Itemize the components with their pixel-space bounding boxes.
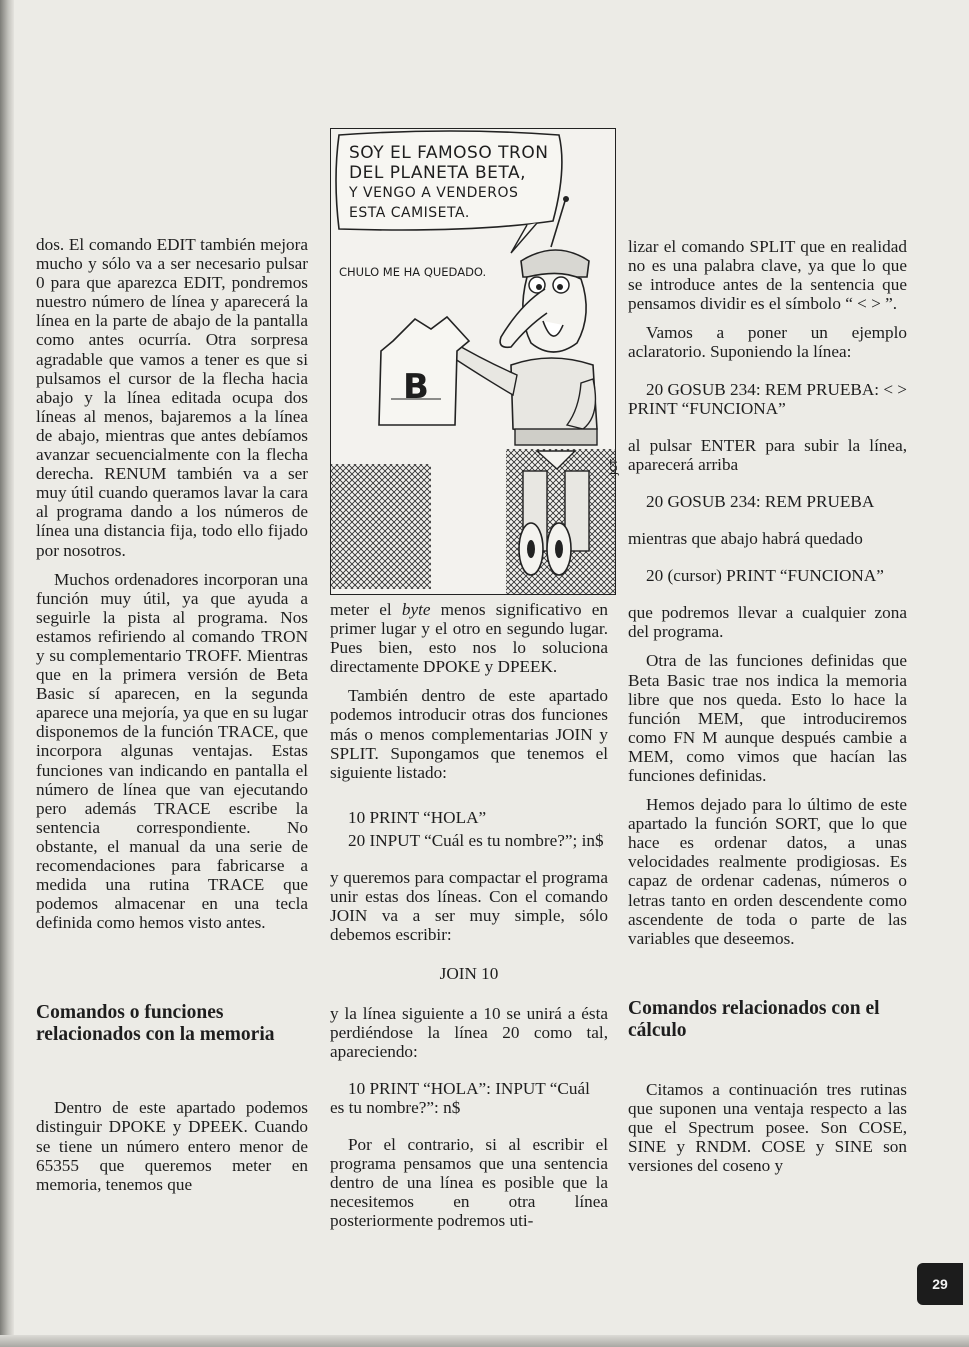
code-line: 20 GOSUB 234: REM PRUEBA	[646, 491, 875, 511]
paragraph: Hemos dejado para lo último de este apartado la función SORT, que lo que hace es ordenar datos, a unas velocidades realmente prodigiosas. Es capaz de ordenar cadenas, números o letras tanto en orden descendente como ascendente de toda o parte de las variables que deseemos.	[628, 795, 907, 948]
paragraph	[330, 600, 608, 676]
text-column-left	[36, 235, 308, 1204]
speech-line: Y VENGO A VENDEROS	[349, 185, 519, 201]
paragraph: al pulsar ENTER para subir la línea, aparecerá arriba	[628, 435, 907, 474]
paragraph: Vamos a poner un ejemplo aclaratorio. Suponiendo la línea:	[628, 323, 907, 362]
cartoon-illustration	[330, 128, 620, 595]
paragraph: Dentro de este apartado podemos distinguir DPOKE y DPEEK. Cuando se tiene un número entero menor de 65355 que queremos meter en memoria, tenemos que	[36, 1098, 308, 1194]
page-bottom-shadow	[0, 1335, 969, 1347]
shirt-letter: B	[403, 367, 429, 407]
text-span: meter el	[330, 600, 402, 619]
text-column-middle	[330, 600, 608, 1240]
speech-line: DEL PLANETA BETA,	[349, 163, 527, 183]
paragraph: dos. El comando EDIT también mejora mucho y sólo va a ser necesario pulsar 0 para que aparezca EDIT, pondremos nuestro número de línea y aparecerá la línea en la parte de abajo de la pantalla como antes ocurría. Otra sorpresa agradable que vamos a tener es que si pulsamos el cursor de la flecha hacia abajo y la línea editada ocupa dos líneas al menos, bajaremos a la línea de abajo, mientras que antes debíamos avanzar secuencialmente con la flecha derecha. RENUM también va a ser muy útil cuando queramos lavar la cara al programa dando a los números de línea una distancia fija, todo ello fijado por nosotros.	[36, 235, 308, 560]
code-line: 10 PRINT “HOLA”: INPUT “Cuál es tu nombre?”: n$	[330, 1078, 590, 1117]
speech-bubble	[349, 143, 579, 223]
paragraph: que podremos llevar a cualquier zona del programa.	[628, 603, 907, 642]
paragraph: Muchos ordenadores incorporan una función muy útil, ya que ayuda a seguirle la pista al programa. Nos estamos refiriendo al comando TRON y su complementario TROFF. Mientras que en la primera versión de Beta Basic sí aparecen, en la segunda aparece una mejoría, ya que en su lugar disponemos de la función TRACE, que incorpora algunas ventajas. Estas funciones van indicando en pantalla el número de línea que van ejecutando pero además TRACE escribe la sentencia correspondiente. No obstante, el manual da una serie de recomendaciones para fabricarse a medida una rutina TRACE que podemos almacenar en una tecla definida como hemos visto antes.	[36, 569, 309, 933]
code-line: JOIN 10	[439, 964, 499, 984]
paragraph: Otra de las funciones definidas que Beta Basic trae nos indica la memoria libre que nos queda. Esto lo hace la función MEM, que introduciremos como FN M aunque después cambie a MEM, como vimos que hacían las funciones definidas.	[628, 651, 907, 785]
paragraph: Citamos a continuación tres rutinas que suponen una ventaja respecto a las que el Spectrum posee. Son COSE, SINE y RNDM. COSE y SINE son versiones del coseno y	[628, 1079, 907, 1176]
section-heading-calculation: Comandos relacionados con el cálculo	[628, 997, 880, 1041]
paragraph: Por el contrario, si al escribir el programa pensamos que una sentencia dentro de una línea es posible que la necesitemos en otra línea posteriormente podremos uti-	[330, 1134, 608, 1231]
artist-signature: JCT	[609, 459, 620, 476]
page-number-badge: 29	[917, 1263, 963, 1305]
section-heading-memory: Comandos o funciones relacionados con la memoria	[36, 1002, 275, 1046]
code-line: 20 INPUT “Cuál es tu nombre?”; in$	[348, 830, 604, 850]
cartoon-caption: CHULO ME HA QUEDADO.	[339, 265, 487, 279]
paragraph: y queremos para compactar el programa unir estas dos líneas. Con el comando JOIN va a ser muy simple, sólo debemos escribir:	[330, 868, 608, 945]
speech-line: ESTA CAMISETA.	[349, 205, 470, 221]
page-spine-shadow	[0, 0, 14, 1347]
paragraph: lizar el comando SPLIT que en realidad no es una palabra clave, ya que lo que se introduce antes de la sentencia que pensamos dividir es el símbolo “ < > ”.	[628, 237, 907, 314]
paragraph: También dentro de este apartado podemos introducir otras dos funciones más o menos complementarias JOIN y SPLIT. Supongamos que tenemos el siguiente listado:	[330, 686, 608, 782]
paragraph: y la línea siguiente a 10 se unirá a ésta perdiéndose la línea 20 como tal, apareciendo:	[330, 1003, 608, 1061]
text-column-right	[628, 237, 907, 1185]
code-line: 10 PRINT “HOLA”	[348, 807, 487, 827]
emphasis: byte	[401, 600, 431, 619]
code-line: 20 (cursor) PRINT “FUNCIONA”	[646, 566, 884, 586]
paragraph: mientras que abajo habrá quedado	[628, 529, 863, 549]
code-line: 20 GOSUB 234: REM PRUEBA: < > PRINT “FUNCIONA”	[628, 379, 908, 418]
speech-line: SOY EL FAMOSO TRON	[349, 143, 549, 163]
text-span: menos significativo en primer lugar y el otro en segundo lugar. Pues bien, esto nos lo soluciona directamente DPOKE y DPEEK.	[330, 600, 608, 677]
